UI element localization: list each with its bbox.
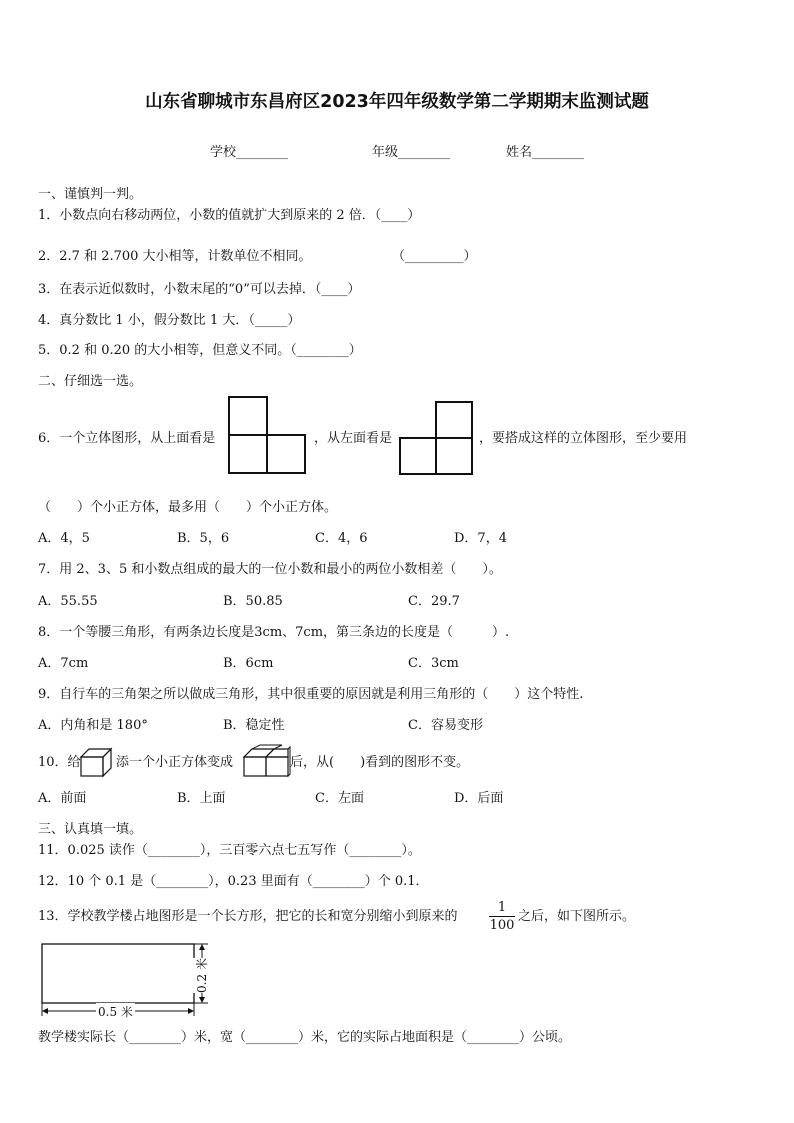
q6-option-c: C．4，6 bbox=[315, 531, 368, 546]
top-view-figure bbox=[228, 396, 308, 476]
question-5: 5．0.2 和 0.20 的大小相等，但意义不同。（________） bbox=[38, 343, 362, 358]
question-6-part-d: （ ）个小正方体，最多用（ ）个小正方体。 bbox=[38, 500, 338, 515]
q10-option-d: D．后面 bbox=[454, 791, 504, 806]
question-4: 4．真分数比 1 小，假分数比 1 大．（_____） bbox=[38, 313, 301, 328]
question-13-part-b: 之后，如下图所示。 bbox=[518, 909, 636, 924]
question-11: 11．0.025 读作（________），三百零六点七五写作（________）。 bbox=[38, 843, 421, 858]
question-1: 1．小数点向右移动两位，小数的值就扩大到原来的 2 倍．（____） bbox=[38, 208, 421, 223]
single-cube-figure bbox=[80, 748, 114, 778]
left-view-figure bbox=[399, 401, 475, 477]
question-10-part-c: 后，从( )看到的图形不变。 bbox=[290, 755, 470, 770]
question-10-part-b: 添一个小正方体变成 bbox=[116, 755, 234, 770]
fraction-denominator: 100 bbox=[489, 918, 515, 933]
q6-option-d: D．7，4 bbox=[454, 531, 507, 546]
fraction-one-hundredth bbox=[489, 900, 515, 933]
question-6-part-c: ，要搭成这样的立体图形，至少要用 bbox=[479, 431, 688, 446]
stacked-cubes-figure bbox=[243, 744, 291, 778]
school-field: 学校________ bbox=[210, 145, 289, 160]
q9-option-b: B．稳定性 bbox=[223, 718, 285, 733]
question-6-part-a: 6．一个立体图形，从上面看是 bbox=[38, 431, 216, 446]
question-2-blank: （_________） bbox=[392, 249, 477, 264]
q10-option-a: A．前面 bbox=[38, 791, 87, 806]
name-field: 姓名________ bbox=[506, 145, 585, 160]
q8-option-b: B．6cm bbox=[223, 656, 274, 671]
q8-option-c: C．3cm bbox=[408, 656, 459, 671]
question-12: 12．10 个 0.1 是（________），0.23 里面有（________）个 0.1． bbox=[38, 874, 429, 889]
fraction-numerator: 1 bbox=[497, 900, 507, 915]
q10-option-c: C．左面 bbox=[315, 791, 364, 806]
q6-option-a: A．4，5 bbox=[38, 531, 90, 546]
question-13-part-a: 13．学校教学楼占地图形是一个长方形，把它的长和宽分别缩小到原来的 bbox=[38, 909, 458, 924]
width-label: 0.5 米 bbox=[98, 1005, 133, 1019]
grade-field: 年级________ bbox=[372, 145, 451, 160]
q7-option-c: C．29.7 bbox=[408, 594, 460, 609]
q8-option-a: A．7cm bbox=[38, 656, 89, 671]
q7-option-b: B．50.85 bbox=[223, 594, 283, 609]
q7-option-a: A．55.55 bbox=[38, 594, 98, 609]
page-title: 山东省聊城市东昌府区2023年四年级数学第二学期期末监测试题 bbox=[145, 92, 649, 112]
question-2: 2．2.7 和 2.700 大小相等，计数单位不相同。 bbox=[38, 249, 312, 264]
question-8: 8．一个等腰三角形，有两条边长度是3cm、7cm，第三条边的长度是（ ）. bbox=[38, 625, 510, 640]
section-2-heading: 二、仔细选一选。 bbox=[38, 374, 143, 389]
section-3-heading: 三、认真填一填。 bbox=[38, 822, 143, 837]
question-10-part-a: 10．给 bbox=[38, 755, 81, 770]
question-3: 3．在表示近似数时，小数末尾的“0”可以去掉．（____） bbox=[38, 282, 361, 297]
question-6-part-b: ，从左面看是 bbox=[314, 431, 393, 446]
q10-option-b: B．上面 bbox=[177, 791, 226, 806]
question-9: 9．自行车的三角架之所以做成三角形，其中很重要的原因就是利用三角形的（ ）这个特性. bbox=[38, 687, 584, 702]
height-label: 0.2 米 bbox=[194, 958, 209, 993]
question-7: 7．用 2、3、5 和小数点组成的最大的一位小数和最小的两位小数相差（ ）。 bbox=[38, 562, 502, 577]
question-13-part-c: 教学楼实际长（________）米，宽（________）米，它的实际占地面积是（________）公顷。 bbox=[38, 1030, 572, 1045]
section-1-heading: 一、谨慎判一判。 bbox=[38, 187, 143, 202]
q9-option-c: C．容易变形 bbox=[408, 718, 483, 733]
q6-option-b: B．5，6 bbox=[177, 531, 230, 546]
q9-option-a: A．内角和是 180° bbox=[38, 718, 148, 733]
